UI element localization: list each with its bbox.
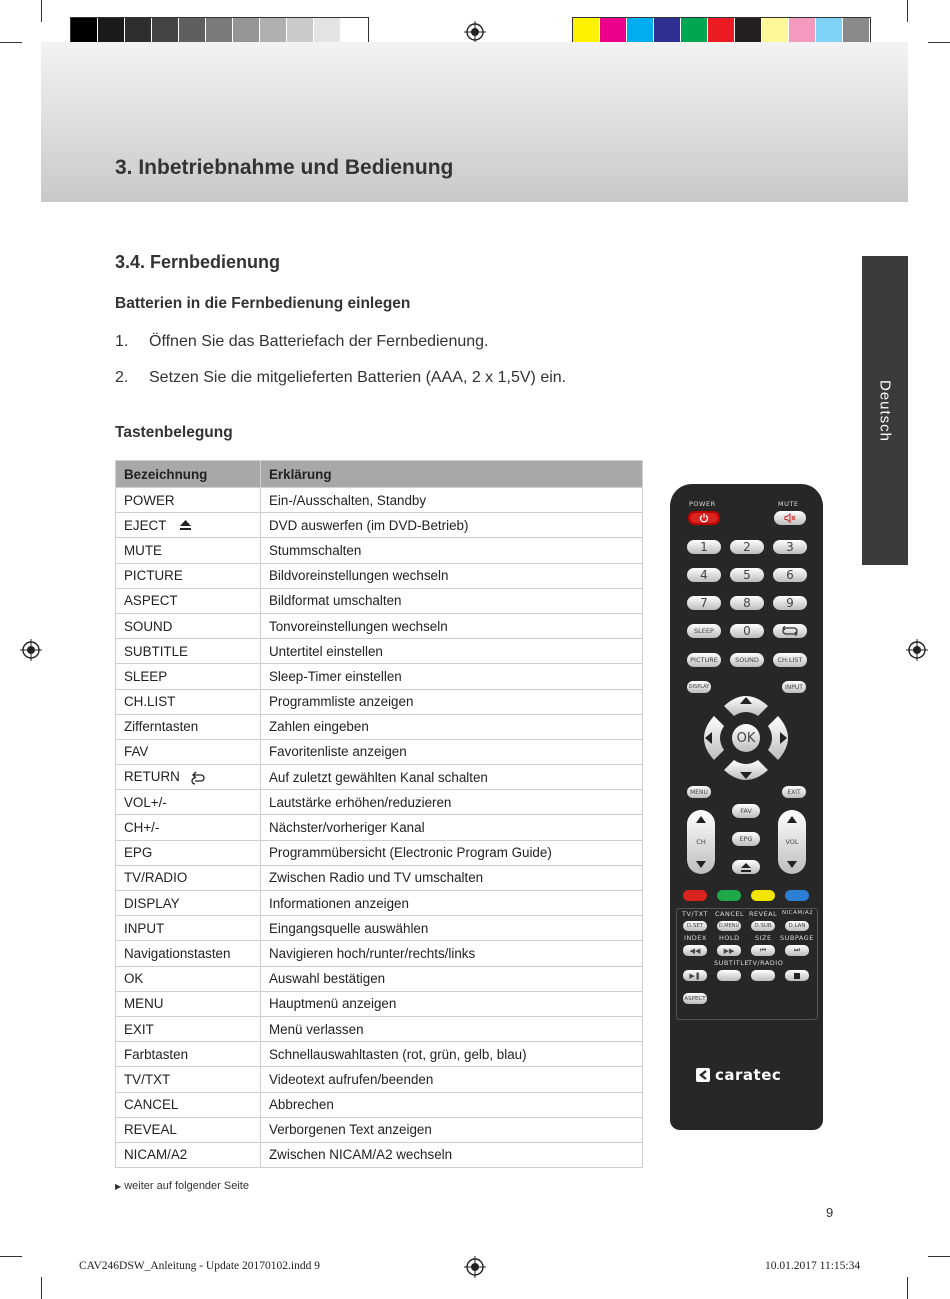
play-arrow-icon: ▶ [115, 1182, 122, 1191]
power-button[interactable] [688, 511, 720, 525]
channel-rocker[interactable] [687, 810, 715, 874]
play-pause-button[interactable] [683, 970, 707, 981]
key-description: Menü verlassen [261, 1016, 643, 1041]
key-name: ASPECT [124, 593, 178, 609]
key-description: Favoritenliste anzeigen [261, 739, 643, 764]
key-name-cell [116, 739, 261, 764]
key-name: TV/TXT [124, 1071, 171, 1087]
digit-button[interactable]: 1 [687, 540, 721, 554]
volume-label: VOL [785, 838, 799, 846]
exit-button[interactable]: EXIT [782, 786, 806, 798]
key-name-cell [116, 488, 261, 513]
return-button[interactable] [773, 624, 807, 638]
key-name-cell [116, 941, 261, 966]
digit-button[interactable]: 5 [730, 568, 764, 582]
dset-button[interactable]: D.SET [683, 921, 707, 931]
keys-heading: Tastenbelegung [115, 424, 233, 441]
digit-button[interactable]: 3 [773, 540, 807, 554]
section-title: 3.4. Fernbedienung [115, 252, 281, 272]
fav-button[interactable]: FAV [732, 804, 760, 818]
digit-button[interactable]: 8 [730, 596, 764, 610]
subpage-label: SUBPAGE [780, 934, 814, 942]
fast-forward-icon: ▶▶ [723, 946, 735, 955]
key-name: SOUND [124, 618, 173, 634]
key-name: SUBTITLE [124, 643, 188, 659]
red-button[interactable] [683, 890, 707, 901]
key-name-cell [116, 891, 261, 916]
size-label: SIZE [755, 934, 772, 942]
key-name-cell [116, 1067, 261, 1092]
key-name-cell [116, 664, 261, 689]
key-name-cell [116, 639, 261, 664]
key-description: Hauptmenü anzeigen [261, 991, 643, 1016]
rewind-icon: ◀◀ [689, 946, 701, 955]
table-row [116, 714, 643, 739]
key-name-cell [116, 1142, 261, 1167]
return-icon [781, 626, 799, 636]
chapter-title: 3. Inbetriebnahme und Bedienung [115, 156, 454, 179]
table-row [116, 588, 643, 613]
key-description: Zwischen Radio und TV umschalten [261, 865, 643, 890]
key-description: Eingangsquelle auswählen [261, 916, 643, 941]
digit-button[interactable]: 6 [773, 568, 807, 582]
picture-button[interactable]: PICTURE [687, 653, 721, 667]
table-row [116, 840, 643, 865]
key-name: INPUT [124, 920, 165, 936]
key-name-cell [116, 916, 261, 941]
step-item [115, 369, 566, 387]
key-description: Sleep-Timer einstellen [261, 664, 643, 689]
key-name-cell [116, 714, 261, 739]
key-name: POWER [124, 492, 175, 508]
step-text: Setzen Sie die mitgelieferten Batterien (AAA, 2 x 1,5V) ein. [149, 369, 567, 386]
fast-forward-button[interactable] [717, 945, 741, 956]
key-description: Schnellauswahltasten (rot, grün, gelb, blau) [261, 1042, 643, 1067]
key-name: Zifferntasten [124, 719, 199, 735]
skip-back-icon: ⏮ [759, 946, 767, 954]
registration-mark-icon [464, 1256, 486, 1278]
crop-mark [41, 0, 42, 22]
key-name: MENU [124, 996, 164, 1012]
green-button[interactable] [717, 890, 741, 901]
key-name: Navigationstasten [124, 945, 231, 961]
crop-mark [41, 1277, 42, 1299]
table-row [116, 815, 643, 840]
table-row [116, 1092, 643, 1117]
remote-control-illustration [670, 484, 823, 1130]
key-description: DVD auswerfen (im DVD-Betrieb) [261, 513, 643, 538]
crop-mark [907, 1277, 908, 1299]
crop-mark [907, 0, 908, 22]
footer-filename: CAV246DSW_Anleitung - Update 20170102.indd 9 [79, 1260, 320, 1272]
display-button[interactable]: DISPLAY [687, 681, 711, 693]
key-name-cell [116, 1042, 261, 1067]
key-name-cell [116, 1117, 261, 1142]
key-name: VOL+/- [124, 794, 167, 810]
table-row [116, 891, 643, 916]
page-number: 9 [826, 1205, 834, 1220]
table-row [116, 916, 643, 941]
key-description: Ein-/Ausschalten, Standby [261, 488, 643, 513]
table-row [116, 739, 643, 764]
tvradio-button[interactable] [751, 970, 775, 981]
step-item [115, 333, 488, 351]
table-row [116, 1016, 643, 1041]
key-name-cell [116, 538, 261, 563]
eject-icon [741, 863, 751, 872]
key-description: Zahlen eingeben [261, 714, 643, 739]
key-name: EPG [124, 845, 153, 861]
table-row [116, 513, 643, 538]
key-description: Stummschalten [261, 538, 643, 563]
key-description: Programmübersicht (Electronic Program Guide) [261, 840, 643, 865]
key-name: PICTURE [124, 568, 183, 584]
key-name-cell [116, 815, 261, 840]
hold-label: HOLD [719, 934, 740, 942]
previous-button[interactable] [751, 945, 775, 956]
registration-mark-icon [464, 21, 486, 43]
digit-button[interactable]: 2 [730, 540, 764, 554]
key-description: Bildvoreinstellungen wechseln [261, 563, 643, 588]
key-name-cell [116, 840, 261, 865]
subtitle-label: SUBTITLE [714, 959, 749, 967]
menu-button[interactable]: MENU [687, 786, 711, 798]
crop-mark [928, 42, 950, 43]
stop-icon [794, 973, 800, 979]
key-name: Farbtasten [124, 1046, 189, 1062]
batteries-heading: Batterien in die Fernbedienung einlegen [115, 295, 411, 312]
table-row [116, 538, 643, 563]
key-name: FAV [124, 744, 149, 760]
stop-button[interactable] [785, 970, 809, 981]
key-description: Programmliste anzeigen [261, 689, 643, 714]
input-button[interactable]: INPUT [782, 681, 806, 693]
channel-label: CH [696, 838, 706, 846]
tvradio-label: TV/RADIO [748, 959, 784, 967]
digit-button[interactable]: 4 [687, 568, 721, 582]
key-name: CH.LIST [124, 694, 176, 710]
table-row [116, 765, 643, 790]
key-description: Auf zuletzt gewählten Kanal schalten [261, 765, 643, 790]
key-description: Videotext aufrufen/beenden [261, 1067, 643, 1092]
table-row [116, 865, 643, 890]
subtitle-button[interactable] [717, 970, 741, 981]
volume-rocker[interactable] [778, 810, 806, 874]
crop-mark [0, 42, 22, 43]
mute-speaker-icon [784, 513, 796, 523]
mute-label: MUTE [778, 500, 799, 508]
eject-icon [180, 520, 191, 530]
crop-mark [928, 1256, 950, 1257]
key-name-cell [116, 613, 261, 638]
power-icon [699, 513, 709, 523]
cancel-label: CANCEL [715, 910, 745, 918]
step-number: 1. [115, 333, 129, 350]
key-description: Informationen anzeigen [261, 891, 643, 916]
volume-up-icon [787, 816, 797, 823]
key-name-cell [116, 588, 261, 613]
key-name: NICAM/A2 [124, 1147, 188, 1163]
play-pause-icon: ▶❚ [689, 971, 701, 980]
key-name-cell [116, 1016, 261, 1041]
key-name-cell [116, 765, 261, 790]
key-description: Zwischen NICAM/A2 wechseln [261, 1142, 643, 1167]
continued-note [115, 1180, 249, 1192]
tvtxt-label: TV/TXT [682, 910, 708, 918]
dmenu-button[interactable]: D.MENU [718, 923, 740, 929]
key-name-cell [116, 1092, 261, 1117]
key-description: Abbrechen [261, 1092, 643, 1117]
key-name: CH+/- [124, 820, 160, 836]
table-row [116, 991, 643, 1016]
key-name: TV/RADIO [124, 870, 188, 886]
table-row [116, 639, 643, 664]
chlist-button[interactable]: CH.LIST [773, 653, 807, 667]
key-description: Untertitel einstellen [261, 639, 643, 664]
key-description: Bildformat umschalten [261, 588, 643, 613]
digit-button[interactable]: 0 [730, 624, 764, 638]
next-button[interactable] [785, 945, 809, 956]
brand-logo [696, 1066, 781, 1084]
key-name: REVEAL [124, 1122, 177, 1138]
key-name-cell [116, 513, 261, 538]
key-name-cell [116, 790, 261, 815]
sound-button[interactable]: SOUND [730, 653, 764, 667]
table-row [116, 1117, 643, 1142]
table-row [116, 1067, 643, 1092]
key-name: EJECT [124, 517, 167, 533]
digit-button[interactable]: 9 [773, 596, 807, 610]
key-name: MUTE [124, 542, 162, 558]
registration-mark-icon [906, 639, 928, 661]
column-header-description: Erklärung [261, 461, 643, 488]
digit-button[interactable]: 7 [687, 596, 721, 610]
step-number: 2. [115, 369, 129, 386]
blue-button[interactable] [785, 890, 809, 901]
language-tab-label: Deutsch [876, 379, 894, 443]
brand-name: caratec [715, 1066, 782, 1084]
step-text: Öffnen Sie das Batteriefach der Fernbedienung. [149, 333, 489, 350]
table-row [116, 1142, 643, 1167]
ok-button[interactable]: OK [732, 724, 760, 752]
aspect-button[interactable]: ASPECT [683, 993, 707, 1004]
key-name-cell [116, 991, 261, 1016]
table-row [116, 488, 643, 513]
sleep-button[interactable]: SLEEP [687, 624, 721, 638]
key-assignment-table [115, 460, 643, 1168]
dsub-button[interactable]: D.SUB [751, 921, 775, 931]
rewind-button[interactable] [683, 945, 707, 956]
key-name: SLEEP [124, 668, 168, 684]
table-row [116, 941, 643, 966]
dlan-button[interactable]: D.LAN [785, 921, 809, 931]
epg-button[interactable]: EPG [732, 832, 760, 846]
key-description: Tonvoreinstellungen wechseln [261, 613, 643, 638]
nicam-label: NICAM/A2 [782, 910, 814, 916]
yellow-button[interactable] [751, 890, 775, 901]
registration-mark-icon [20, 639, 42, 661]
table-row [116, 966, 643, 991]
key-description: Navigieren hoch/runter/rechts/links [261, 941, 643, 966]
key-name: RETURN [124, 769, 180, 785]
continued-text: weiter auf folgender Seite [124, 1180, 249, 1192]
key-description: Lautstärke erhöhen/reduzieren [261, 790, 643, 815]
mute-button[interactable] [774, 511, 806, 525]
return-icon [190, 771, 206, 785]
key-description: Auswahl bestätigen [261, 966, 643, 991]
key-name: CANCEL [124, 1097, 179, 1113]
power-label: POWER [689, 500, 716, 508]
key-name-cell [116, 966, 261, 991]
key-name: DISPLAY [124, 895, 180, 911]
column-header-name: Bezeichnung [116, 461, 261, 488]
table-row [116, 664, 643, 689]
channel-up-icon [696, 816, 706, 823]
key-name-cell [116, 865, 261, 890]
table-row [116, 1042, 643, 1067]
table-row [116, 563, 643, 588]
footer-timestamp: 10.01.2017 11:15:34 [765, 1260, 861, 1272]
caratec-logo-icon [696, 1068, 710, 1082]
key-name: EXIT [124, 1021, 154, 1037]
key-name: OK [124, 971, 144, 987]
key-name-cell [116, 563, 261, 588]
volume-down-icon [787, 861, 797, 868]
channel-down-icon [696, 861, 706, 868]
table-row [116, 790, 643, 815]
table-row [116, 613, 643, 638]
key-description: Nächster/vorheriger Kanal [261, 815, 643, 840]
key-name-cell [116, 689, 261, 714]
table-row [116, 689, 643, 714]
eject-button[interactable] [732, 860, 760, 874]
index-label: INDEX [684, 934, 707, 942]
crop-mark [0, 1256, 22, 1257]
key-description: Verborgenen Text anzeigen [261, 1117, 643, 1142]
reveal-label: REVEAL [749, 910, 778, 918]
table-header-row [116, 461, 643, 488]
skip-forward-icon: ⏭ [793, 946, 801, 954]
